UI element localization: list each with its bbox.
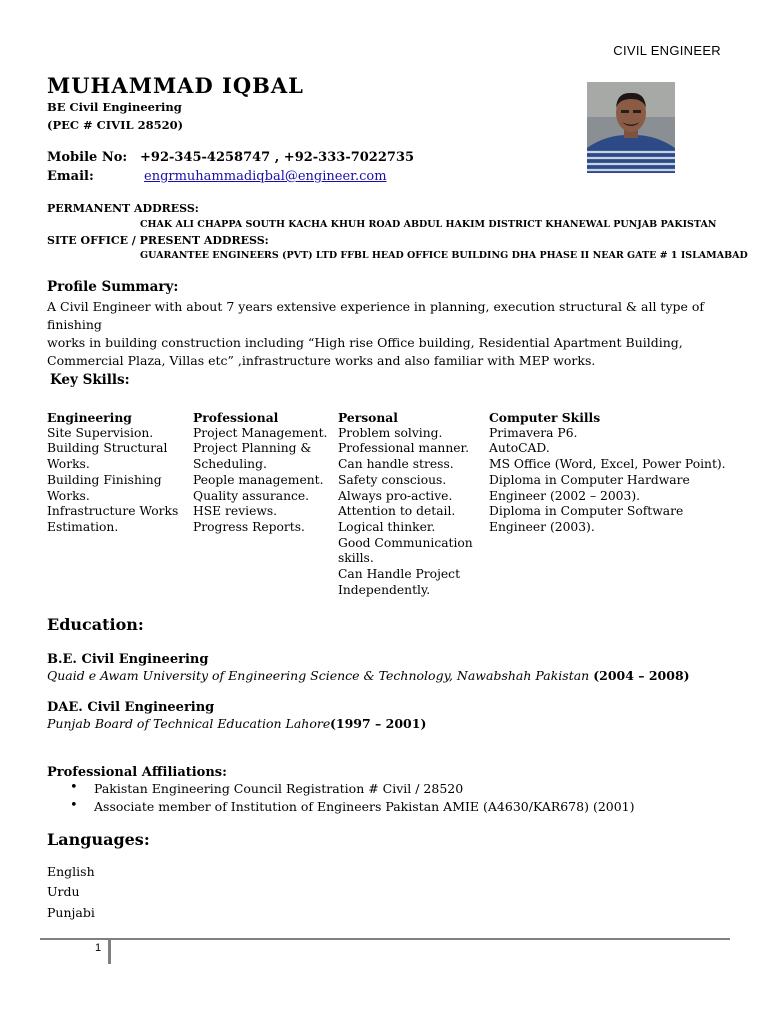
skill-item: Progress Reports. (193, 519, 305, 534)
candidate-name: MUHAMMAD IQBAL (47, 73, 304, 98)
skill-item: Primavera P6. (489, 425, 578, 440)
institution-name: Quaid e Awam University of Engineering Science & Technology, Nawabshah Pakistan (47, 668, 590, 683)
skill-item: Always pro-active. (338, 488, 453, 503)
language-item: Punjabi (47, 905, 95, 920)
mobile-label: Mobile No: (47, 150, 128, 165)
mobile-value: +92-345-4258747 , +92-333-7022735 (140, 150, 415, 165)
skill-item: Attention to detail. (338, 504, 456, 519)
language-item: Urdu (47, 884, 80, 899)
skill-item: Site Supervision. (47, 425, 154, 440)
candidate-degree: BE Civil Engineering (47, 100, 182, 114)
skill-item: Works. (47, 457, 90, 472)
skills-column-professional (193, 410, 327, 536)
bullet-icon: • (70, 780, 78, 795)
bullet-icon: • (70, 798, 78, 813)
skill-item: Can Handle Project (338, 567, 461, 582)
skill-item: Can handle stress. (338, 457, 454, 472)
skill-item: Safety conscious. (338, 472, 447, 487)
skills-column-computer (489, 410, 726, 536)
profile-summary-heading: Profile Summary: (47, 279, 179, 295)
footer-divider (40, 938, 730, 940)
key-skills-heading: Key Skills: (50, 372, 130, 388)
pec-number: (PEC # CIVIL 28520) (47, 118, 184, 132)
skill-item: People management. (193, 472, 324, 487)
skill-item: Scheduling. (193, 457, 267, 472)
institution-name: Punjab Board of Technical Education Lahore (47, 716, 331, 731)
language-item: English (47, 864, 95, 879)
skill-item: Quality assurance. (193, 488, 310, 503)
skill-item: Independently. (338, 582, 431, 597)
skill-item: Building Finishing (47, 472, 162, 487)
education-years: (1997 – 2001) (330, 716, 427, 731)
skill-item: Building Structural (47, 441, 168, 456)
permanent-address-value: CHAK ALI CHAPPA SOUTH KACHA KHUH ROAD ABDUL HAKIM DISTRICT KHANEWAL PUNJAB PAKISTAN (140, 219, 717, 230)
affiliation-text: Pakistan Engineering Council Registration # Civil / 28520 (94, 781, 464, 796)
skill-item: Diploma in Computer Software (489, 504, 684, 519)
skill-item: Infrastructure Works (47, 504, 179, 519)
skill-item: skills. (338, 551, 374, 566)
profile-photo (587, 82, 675, 173)
skills-column-personal (338, 410, 473, 598)
profile-summary-text (47, 298, 727, 370)
profile-line: Commercial Plaza, Villas etc” ,infrastructure works and also familiar with MEP works. (47, 353, 596, 368)
skill-item: Engineer (2003). (489, 519, 595, 534)
education-degree: DAE. Civil Engineering (47, 700, 215, 715)
skill-item: Works. (47, 488, 90, 503)
permanent-address-label: PERMANENT ADDRESS: (47, 202, 199, 215)
profile-line: works in building construction including “High rise Office building, Residential Apartment Building, (47, 335, 683, 350)
education-institution (47, 716, 330, 731)
page-number: 1 (95, 942, 102, 954)
document-header-title: CIVIL ENGINEER (613, 43, 721, 58)
skill-item: Project Planning & (193, 441, 312, 456)
skill-item: Good Communication (338, 535, 473, 550)
email-label: Email: (47, 169, 94, 184)
profile-line: A Civil Engineer with about 7 years extensive experience in planning, execution structural & all type of finishing (47, 299, 705, 332)
skill-item: HSE reviews. (193, 504, 278, 519)
skills-column-engineering (47, 410, 178, 536)
skill-item: Professional manner. (338, 441, 469, 456)
email-link[interactable]: engrmuhammadiqbal@engineer.com (144, 169, 387, 184)
skills-column-title: Personal (338, 410, 398, 425)
education-degree: B.E. Civil Engineering (47, 652, 209, 667)
skill-item: AutoCAD. (489, 441, 550, 456)
affiliation-text: Associate member of Institution of Engineers Pakistan AMIE (A4630/KAR678) (2001) (94, 799, 635, 814)
skill-item: Estimation. (47, 519, 119, 534)
education-institution (47, 668, 690, 683)
skill-item: MS Office (Word, Excel, Power Point). (489, 457, 726, 472)
affiliations-heading: Professional Affiliations: (47, 765, 227, 780)
skills-column-title: Professional (193, 410, 279, 425)
skills-column-title: Engineering (47, 410, 132, 425)
education-years: (2004 – 2008) (593, 668, 690, 683)
skills-column-title: Computer Skills (489, 410, 601, 425)
skill-item: Engineer (2002 – 2003). (489, 488, 641, 503)
site-address-label: SITE OFFICE / PRESENT ADDRESS: (47, 234, 269, 247)
footer-tick (108, 940, 111, 964)
skill-item: Project Management. (193, 425, 328, 440)
site-address-value: GUARANTEE ENGINEERS (PVT) LTD FFBL HEAD OFFICE BUILDING DHA PHASE II NEAR GATE # 1 ISLAMABAD (140, 250, 748, 261)
skill-item: Problem solving. (338, 425, 443, 440)
languages-heading: Languages: (47, 830, 150, 849)
skill-item: Diploma in Computer Hardware (489, 472, 690, 487)
education-heading: Education: (47, 615, 144, 634)
skill-item: Logical thinker. (338, 519, 436, 534)
